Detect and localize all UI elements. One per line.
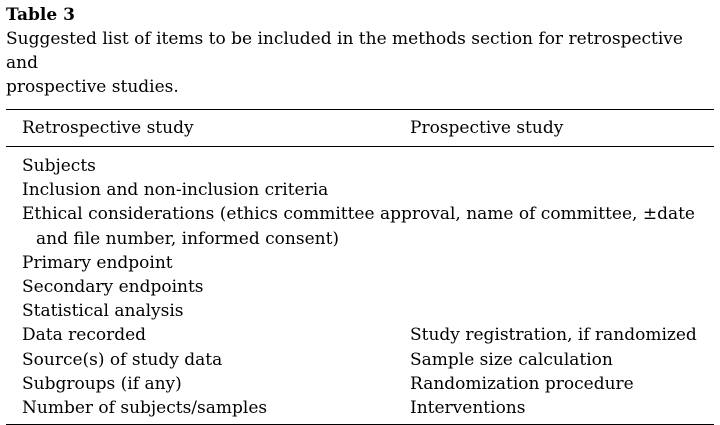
table-row bbox=[6, 251, 714, 275]
table-row bbox=[6, 202, 714, 226]
table-row bbox=[6, 154, 714, 178]
cell-retrospective: Statistical analysis bbox=[22, 301, 184, 322]
cell-retrospective: Secondary endpoints bbox=[22, 276, 204, 297]
table-label: Table 3 bbox=[6, 5, 75, 25]
table-caption-line-2: prospective studies. bbox=[6, 77, 179, 97]
table-row bbox=[6, 299, 714, 323]
table-container bbox=[6, 4, 714, 425]
table-row bbox=[6, 275, 714, 299]
cell-retrospective: Primary endpoint bbox=[22, 252, 173, 273]
table-row bbox=[6, 396, 714, 420]
table-row bbox=[6, 323, 714, 347]
cell-retrospective: and file number, informed consent) bbox=[36, 228, 340, 249]
cell-prospective: Randomization procedure bbox=[410, 373, 634, 394]
header-row bbox=[6, 116, 714, 140]
cell-retrospective: Inclusion and non-inclusion criteria bbox=[22, 180, 329, 201]
table-row bbox=[6, 348, 714, 372]
table-row bbox=[6, 372, 714, 396]
table-row bbox=[6, 178, 714, 202]
cell-retrospective: Ethical considerations (ethics committee approval, name of committee, ±date bbox=[22, 204, 695, 225]
header-retrospective: Retrospective study bbox=[22, 118, 194, 138]
cell-retrospective: Subjects bbox=[22, 156, 96, 176]
cell-retrospective: Data recorded bbox=[22, 325, 147, 346]
cell-prospective: Interventions bbox=[410, 397, 526, 418]
cell-retrospective: Source(s) of study data bbox=[22, 349, 223, 370]
top-rule bbox=[6, 109, 714, 110]
table-caption-line-1: Suggested list of items to be included in the methods section for retrospective and bbox=[6, 29, 683, 73]
cell-retrospective: Number of subjects/samples bbox=[22, 397, 268, 418]
table-body bbox=[6, 147, 714, 424]
cell-retrospective: Subgroups (if any) bbox=[22, 373, 182, 394]
table-row-continuation bbox=[6, 227, 714, 251]
cell-prospective: Study registration, if randomized bbox=[410, 325, 697, 346]
header-prospective: Prospective study bbox=[410, 118, 564, 138]
cell-prospective: Sample size calculation bbox=[410, 349, 613, 370]
